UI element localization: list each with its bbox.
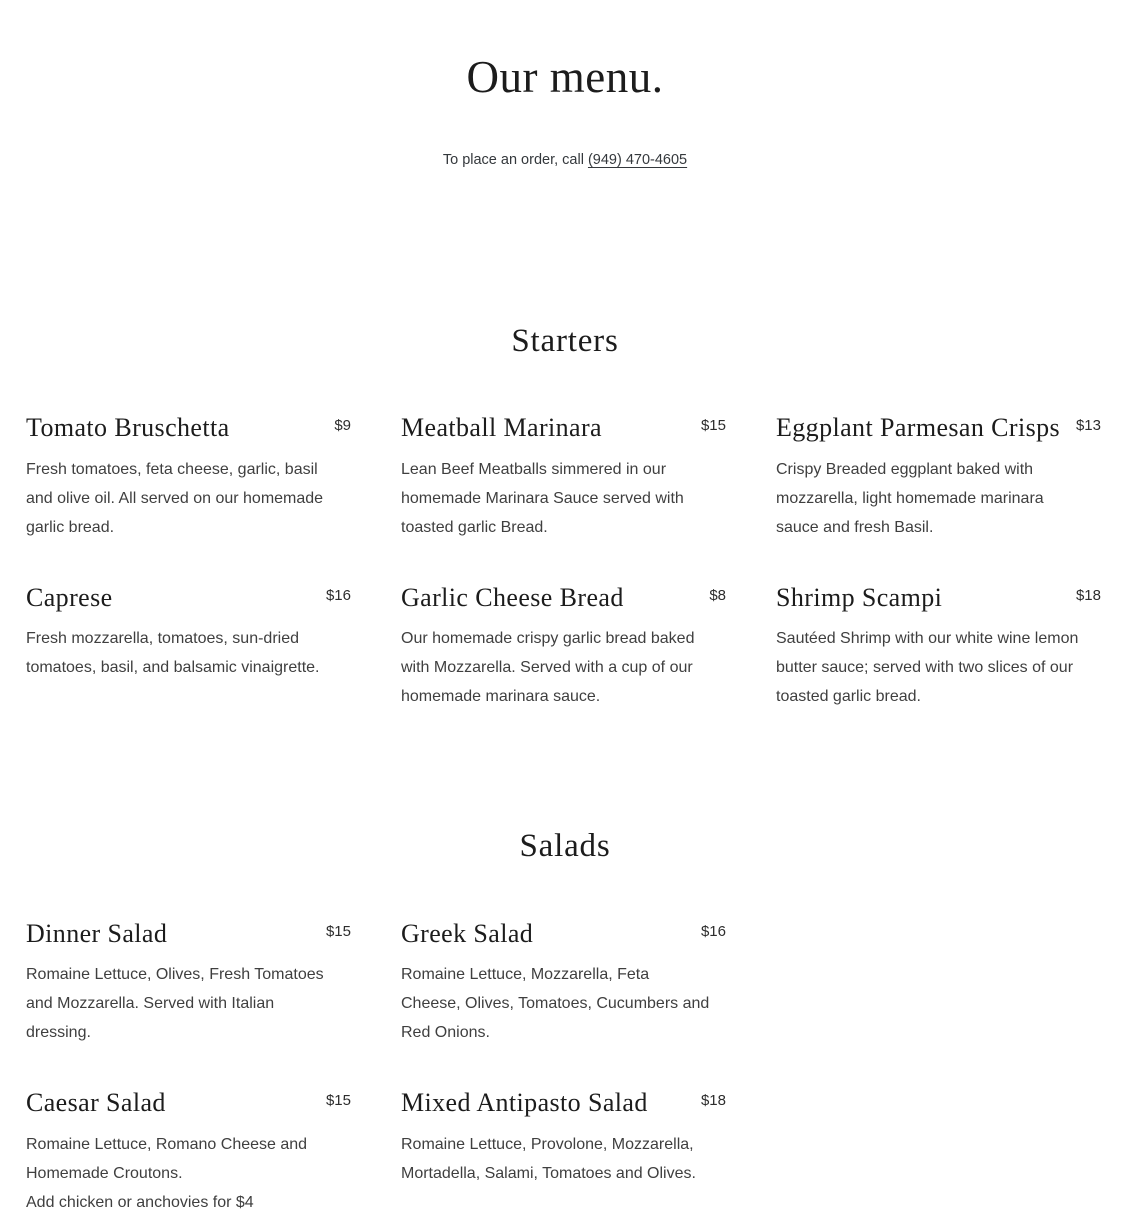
item-head: [26, 582, 351, 615]
page-title: Our menu.: [466, 52, 664, 102]
menu-item-dinner-salad: [26, 918, 351, 1048]
item-name: Dinner Salad: [26, 918, 168, 948]
menu-item-shrimp-scampi: [776, 582, 1101, 712]
starters-grid: [0, 412, 1130, 711]
menu-item-garlic-cheese-bread: [401, 582, 726, 712]
item-head: [401, 412, 726, 445]
item-price: $13: [1075, 417, 1101, 435]
item-name: Mixed Antipasto Salad: [401, 1088, 648, 1118]
item-head: [26, 918, 351, 951]
section-heading: Starters: [511, 323, 619, 360]
item-price: $15: [325, 922, 351, 940]
item-description: Romaine Lettuce, Romano Cheese and Homemade Croutons.: [26, 1135, 308, 1182]
item-name: Greek Salad: [401, 918, 534, 948]
item-name: Caprese: [26, 582, 113, 612]
item-description: Lean Beef Meatballs simmered in our homemade Marinara Sauce served with toasted garlic Bread.: [401, 460, 684, 536]
menu-item-caprese: [26, 582, 351, 712]
item-price: $18: [1075, 586, 1101, 604]
section-salads: [0, 826, 1130, 1216]
item-price: $16: [700, 922, 726, 940]
item-note: Add chicken or anchovies for $4: [26, 1193, 254, 1211]
item-head: [776, 582, 1101, 615]
item-price: $18: [700, 1092, 726, 1110]
item-description: Crispy Breaded eggplant baked with mozzarella, light homemade marinara sauce and fresh Basil.: [776, 460, 1044, 536]
item-price: $8: [709, 586, 726, 604]
item-head: [401, 918, 726, 951]
menu-item-tomato-bruschetta: [26, 412, 351, 542]
item-name: Caesar Salad: [26, 1088, 166, 1118]
section-starters: [0, 321, 1130, 711]
order-text: To place an order, call: [442, 152, 588, 168]
item-name: Eggplant Parmesan Crisps: [776, 413, 1061, 443]
menu-item-eggplant-parmesan-crisps: [776, 412, 1101, 542]
item-description: Fresh tomatoes, feta cheese, garlic, basil and olive oil. All served on our homemade garlic bread.: [26, 460, 324, 536]
item-price: $15: [325, 1092, 351, 1110]
item-description: Fresh mozzarella, tomatoes, sun-dried tomatoes, basil, and balsamic vinaigrette.: [26, 630, 320, 677]
item-description: Romaine Lettuce, Mozzarella, Feta Cheese, Olives, Tomatoes, Cucumbers and Red Onions.: [401, 966, 710, 1042]
item-head: [401, 1087, 726, 1120]
menu-header: [0, 0, 1130, 171]
item-name: Tomato Bruschetta: [26, 413, 230, 443]
item-description: Our homemade crispy garlic bread baked with Mozzarella. Served with a cup of our homemade marinara sauce.: [401, 630, 695, 706]
item-name: Garlic Cheese Bread: [401, 582, 624, 612]
menu-item-greek-salad: [401, 918, 726, 1048]
item-description: Romaine Lettuce, Provolone, Mozzarella, Mortadella, Salami, Tomatoes and Olives.: [401, 1135, 696, 1182]
item-description: Romaine Lettuce, Olives, Fresh Tomatoes and Mozzarella. Served with Italian dressing.: [26, 966, 324, 1042]
section-heading: Salads: [519, 828, 611, 865]
phone-link[interactable]: (949) 470-4605: [587, 152, 688, 168]
grid-spacer: [776, 918, 1101, 1048]
order-instructions: [0, 150, 1130, 171]
item-description: Sautéed Shrimp with our white wine lemon butter sauce; served with two slices of our toasted garlic bread.: [776, 630, 1079, 706]
item-head: [26, 412, 351, 445]
item-head: [776, 412, 1101, 445]
item-head: [401, 582, 726, 615]
item-name: Meatball Marinara: [401, 413, 602, 443]
item-price: $16: [325, 586, 351, 604]
item-name: Shrimp Scampi: [776, 582, 943, 612]
salads-grid: [0, 918, 1130, 1217]
item-price: $9: [334, 417, 351, 435]
item-price: $15: [700, 417, 726, 435]
menu-item-mixed-antipasto-salad: [401, 1087, 726, 1217]
item-head: [26, 1087, 351, 1120]
menu-item-caesar-salad: [26, 1087, 351, 1217]
menu-item-meatball-marinara: [401, 412, 726, 542]
